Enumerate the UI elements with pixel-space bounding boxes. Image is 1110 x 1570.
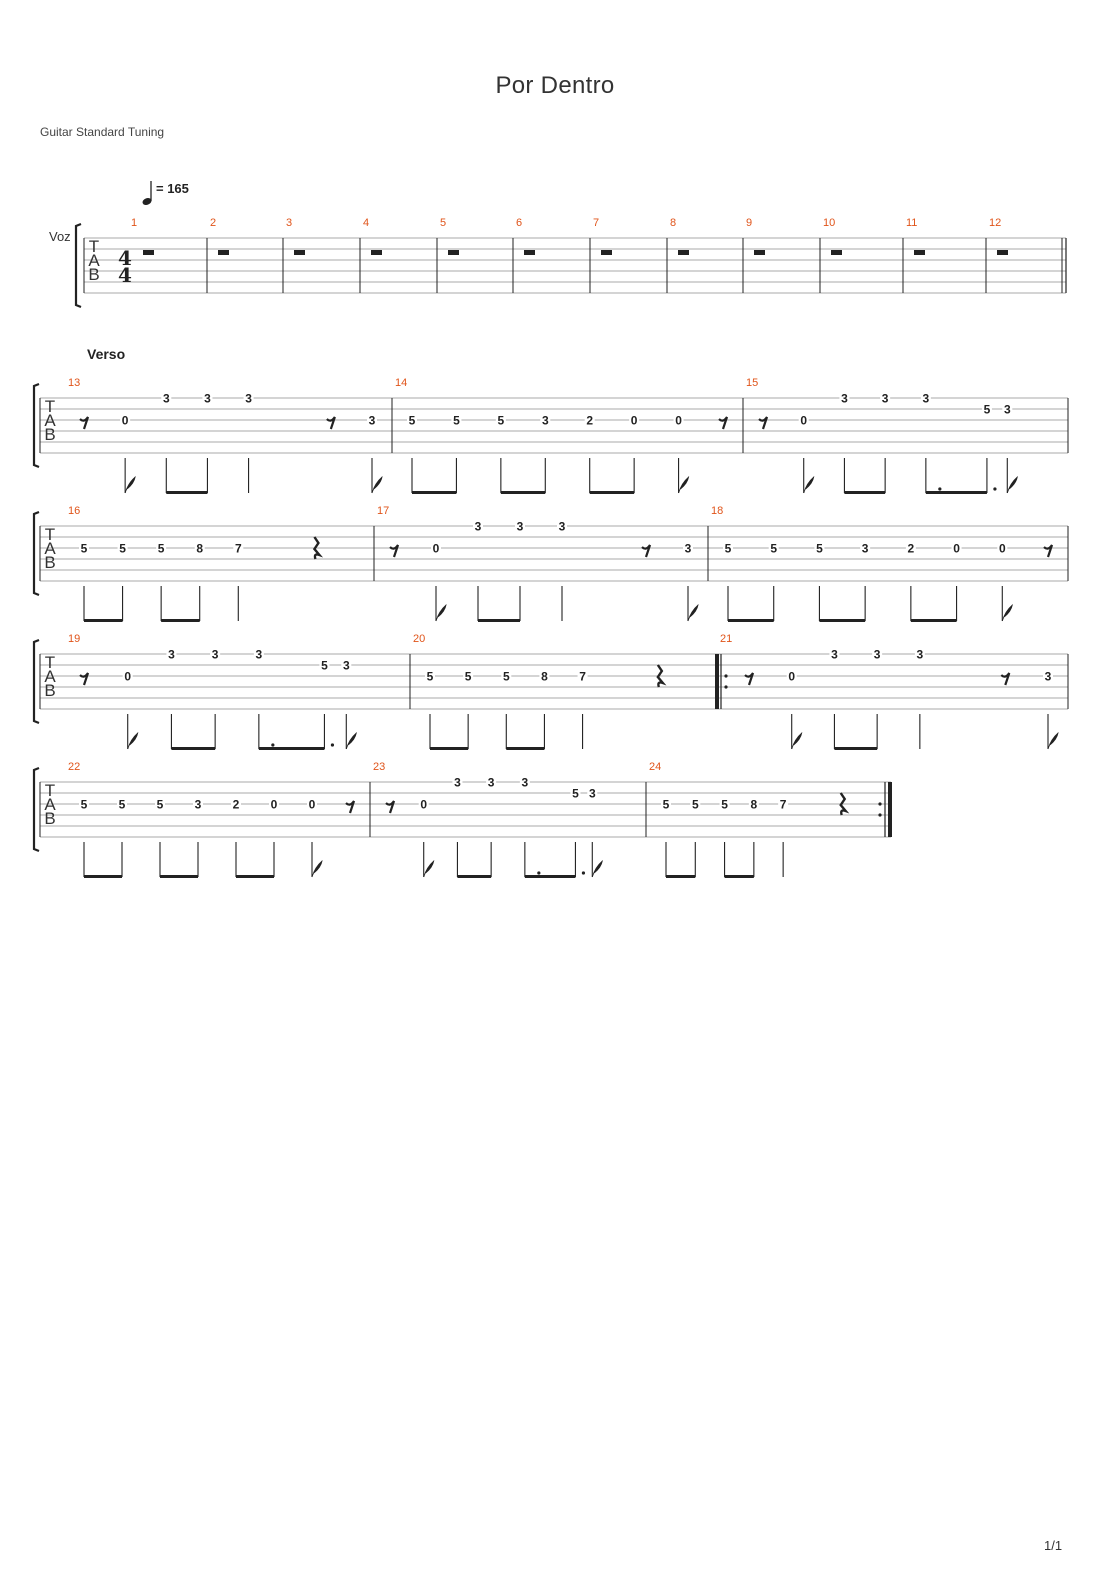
measure-16: [68, 505, 374, 622]
note-beam: [161, 619, 200, 622]
whole-rest: [601, 250, 612, 255]
note-beam: [236, 875, 274, 878]
measure-number: 24: [649, 761, 662, 773]
tab-clef-letter: T: [44, 525, 56, 544]
note-flag: [1007, 477, 1017, 493]
duration-dot: [993, 487, 996, 490]
staff-system-2: [34, 377, 1068, 494]
measure-number: 11: [906, 217, 918, 229]
eighth-rest: [327, 417, 335, 429]
note-flag: [125, 477, 135, 493]
fret-number: 3: [881, 391, 889, 406]
measure-number: 16: [68, 505, 81, 517]
measure-number: 8: [670, 217, 677, 229]
fret-number: 5: [502, 669, 510, 684]
eighth-rest: [759, 417, 767, 429]
measure-14: [395, 377, 743, 494]
whole-rest: [754, 250, 765, 255]
note-beam: [457, 875, 491, 878]
staff-system-1: [76, 217, 1066, 307]
system-bracket: [76, 224, 81, 307]
fret-number: 3: [1044, 669, 1052, 684]
fret-number: 3: [516, 519, 524, 534]
duration-dot: [271, 743, 274, 746]
fret-number: 3: [204, 391, 211, 406]
note-flag: [592, 861, 602, 877]
eighth-rest: [80, 673, 88, 685]
note-beam: [725, 875, 754, 878]
note-flag: [1002, 605, 1012, 621]
measure-number: 1: [131, 217, 138, 229]
measure-20: [413, 633, 717, 750]
note-flag: [436, 605, 446, 621]
whole-rest: [831, 250, 842, 255]
note-beam: [666, 875, 695, 878]
fret-number: 0: [121, 413, 129, 428]
fret-number: 5: [119, 541, 126, 556]
fret-number: 7: [579, 669, 586, 684]
fret-number: 5: [662, 797, 670, 812]
measure-number: 18: [711, 505, 724, 517]
whole-rest: [218, 250, 229, 255]
note-beam: [506, 747, 544, 750]
measure-number: 6: [516, 217, 523, 229]
fret-number: 3: [245, 391, 252, 406]
fret-number: 0: [998, 541, 1006, 556]
measure-number: 13: [68, 377, 81, 389]
note-flag: [804, 477, 814, 493]
whole-rest: [524, 250, 535, 255]
note-beam: [171, 747, 215, 750]
fret-number: 3: [873, 647, 881, 662]
measure-22: [68, 761, 370, 878]
fret-number: 7: [779, 797, 787, 812]
note-beam: [819, 619, 865, 622]
fret-number: 3: [342, 658, 350, 673]
eighth-rest: [1001, 673, 1009, 685]
duration-dot: [331, 743, 334, 746]
fret-number: 0: [432, 541, 440, 556]
measure-number: 7: [593, 217, 600, 229]
measure-number: 22: [68, 761, 81, 773]
measure-number: 12: [989, 217, 1002, 229]
eighth-rest: [1044, 545, 1052, 557]
fret-number: 3: [255, 647, 263, 662]
duration-dot: [537, 871, 540, 874]
whole-rest: [294, 250, 305, 255]
measure-23: [373, 761, 646, 878]
fret-number: 8: [541, 669, 548, 684]
staff-system-4: [34, 633, 1068, 750]
fret-number: 2: [586, 413, 594, 428]
fret-number: 5: [156, 797, 164, 812]
fret-number: 3: [588, 786, 596, 801]
fret-number: 3: [368, 413, 376, 428]
duration-dot: [938, 487, 941, 490]
measure-number: 23: [373, 761, 386, 773]
note-beam: [84, 619, 123, 622]
fret-number: 5: [80, 541, 88, 556]
fret-number: 3: [487, 775, 495, 790]
fret-number: 7: [234, 541, 242, 556]
system-bracket: [34, 768, 39, 851]
fret-number: 3: [521, 775, 529, 790]
fret-number: 8: [750, 797, 758, 812]
time-signature-top: 4: [118, 246, 132, 270]
fret-number: 5: [770, 541, 778, 556]
note-flag: [688, 605, 698, 621]
note-flag: [372, 477, 382, 493]
whole-rest: [448, 250, 459, 255]
fret-number: 3: [841, 391, 848, 406]
fret-number: 3: [861, 541, 869, 556]
note-beam: [412, 491, 456, 494]
fret-number: 5: [118, 797, 126, 812]
fret-number: 3: [162, 391, 170, 406]
measure-18: [711, 505, 1068, 622]
fret-number: 3: [168, 647, 175, 662]
whole-rest: [678, 250, 689, 255]
section-label-verso: Verso: [87, 346, 126, 362]
measure-number: 17: [377, 505, 390, 517]
whole-rest: [371, 250, 382, 255]
measure-number: 3: [286, 217, 293, 229]
fret-number: 5: [157, 541, 165, 556]
fret-number: 5: [453, 413, 460, 428]
page-number: 1/1: [1044, 1538, 1063, 1553]
time-signature-bottom: 4: [118, 263, 132, 287]
fret-number: 3: [684, 541, 692, 556]
fret-number: 3: [831, 647, 838, 662]
repeat-start-thick-barline: [715, 654, 719, 709]
fret-number: 2: [907, 541, 915, 556]
song-title: Por Dentro: [495, 72, 615, 99]
note-beam: [525, 875, 576, 878]
fret-number: 3: [541, 413, 549, 428]
fret-number: 0: [630, 413, 638, 428]
measure-number: 2: [210, 217, 217, 229]
note-beam: [926, 491, 987, 494]
eighth-rest: [745, 673, 753, 685]
note-flag: [1048, 733, 1058, 749]
tab-clef-letter: T: [44, 397, 56, 416]
note-beam: [728, 619, 774, 622]
note-beam: [478, 619, 520, 622]
eighth-rest: [642, 545, 650, 557]
note-beam: [590, 491, 634, 494]
fret-number: 3: [474, 519, 482, 534]
measure-number: 14: [395, 377, 408, 389]
fret-number: 5: [408, 413, 416, 428]
tab-clef-letter: T: [44, 781, 56, 800]
note-beam: [911, 619, 957, 622]
system-bracket: [34, 640, 39, 723]
repeat-dot: [878, 813, 881, 816]
eighth-rest: [346, 801, 354, 813]
note-flag: [424, 861, 434, 877]
fret-number: 8: [196, 541, 204, 556]
fret-number: 0: [270, 797, 278, 812]
fret-number: 5: [321, 658, 328, 673]
staff-system-3: [34, 505, 1068, 622]
fret-number: 3: [916, 647, 924, 662]
eighth-rest: [390, 545, 398, 557]
fret-number: 5: [426, 669, 434, 684]
fret-number: 3: [454, 775, 461, 790]
fret-number: 3: [922, 391, 930, 406]
fret-number: 5: [983, 402, 991, 417]
fret-number: 0: [953, 541, 960, 556]
eighth-rest: [719, 417, 727, 429]
fret-number: 5: [572, 786, 579, 801]
fret-number: 3: [558, 519, 566, 534]
eighth-rest: [386, 801, 394, 813]
measure-number: 21: [720, 633, 733, 645]
note-beam: [259, 747, 325, 750]
fret-number: 0: [124, 669, 132, 684]
measure-number: 15: [746, 377, 759, 389]
tab-clef-letter: A: [44, 411, 56, 430]
repeat-dot: [878, 802, 881, 805]
note-flag: [312, 861, 322, 877]
duration-dot: [582, 871, 585, 874]
fret-number: 0: [420, 797, 428, 812]
note-beam: [844, 491, 885, 494]
note-flag: [128, 733, 138, 749]
note-beam: [160, 875, 198, 878]
whole-rest: [997, 250, 1008, 255]
fret-number: 3: [194, 797, 202, 812]
fret-number: 5: [80, 797, 88, 812]
fret-number: 0: [675, 413, 682, 428]
measure-number: 4: [363, 217, 370, 229]
fret-number: 2: [232, 797, 240, 812]
measure-21: [715, 633, 1068, 750]
note-flag: [346, 733, 356, 749]
tempo-value: = 165: [156, 181, 189, 196]
note-beam: [834, 747, 877, 750]
tab-clef-letter: B: [44, 681, 56, 700]
measure-number: 20: [413, 633, 426, 645]
note-beam: [84, 875, 122, 878]
tab-clef-letter: A: [44, 795, 56, 814]
note-flag: [679, 477, 689, 493]
repeat-end-thick-barline: [888, 782, 892, 837]
fret-number: 5: [816, 541, 823, 556]
fret-number: 5: [691, 797, 699, 812]
fret-number: 5: [721, 797, 728, 812]
eighth-rest: [80, 417, 88, 429]
staff-system-5: [34, 761, 892, 878]
note-beam: [501, 491, 545, 494]
repeat-dot: [724, 674, 727, 677]
tuning-label: Guitar Standard Tuning: [40, 125, 165, 139]
measure-24: [649, 761, 892, 878]
note-flag: [792, 733, 802, 749]
instrument-name: Voz: [49, 229, 71, 244]
measure-number: 9: [746, 217, 753, 229]
fret-number: 3: [1003, 402, 1011, 417]
measure-number: 10: [823, 217, 836, 229]
tab-clef-letter: T: [88, 237, 100, 256]
tab-clef-letter: A: [44, 667, 56, 686]
tab-clef-letter: B: [44, 425, 56, 444]
system-bracket: [34, 384, 39, 467]
measure-13: [68, 377, 392, 494]
whole-rest: [143, 250, 154, 255]
fret-number: 0: [308, 797, 316, 812]
fret-number: 5: [497, 413, 505, 428]
whole-rest: [914, 250, 925, 255]
fret-number: 3: [211, 647, 219, 662]
measure-19: [68, 633, 410, 750]
note-beam: [166, 491, 207, 494]
system-bracket: [34, 512, 39, 595]
fret-number: 0: [800, 413, 808, 428]
tab-clef-letter: B: [44, 809, 56, 828]
tab-clef-letter: A: [88, 251, 100, 270]
measure-number: 5: [440, 217, 447, 229]
tab-clef-letter: A: [44, 539, 56, 558]
measure-17: [377, 505, 708, 622]
tab-clef-letter: T: [44, 653, 56, 672]
tab-clef-letter: B: [44, 553, 56, 572]
measure-number: 19: [68, 633, 81, 645]
measure-15: [746, 377, 1068, 494]
note-beam: [430, 747, 468, 750]
fret-number: 5: [724, 541, 732, 556]
fret-number: 0: [788, 669, 796, 684]
fret-number: 5: [464, 669, 472, 684]
repeat-dot: [724, 685, 727, 688]
tab-clef-letter: B: [88, 265, 100, 284]
